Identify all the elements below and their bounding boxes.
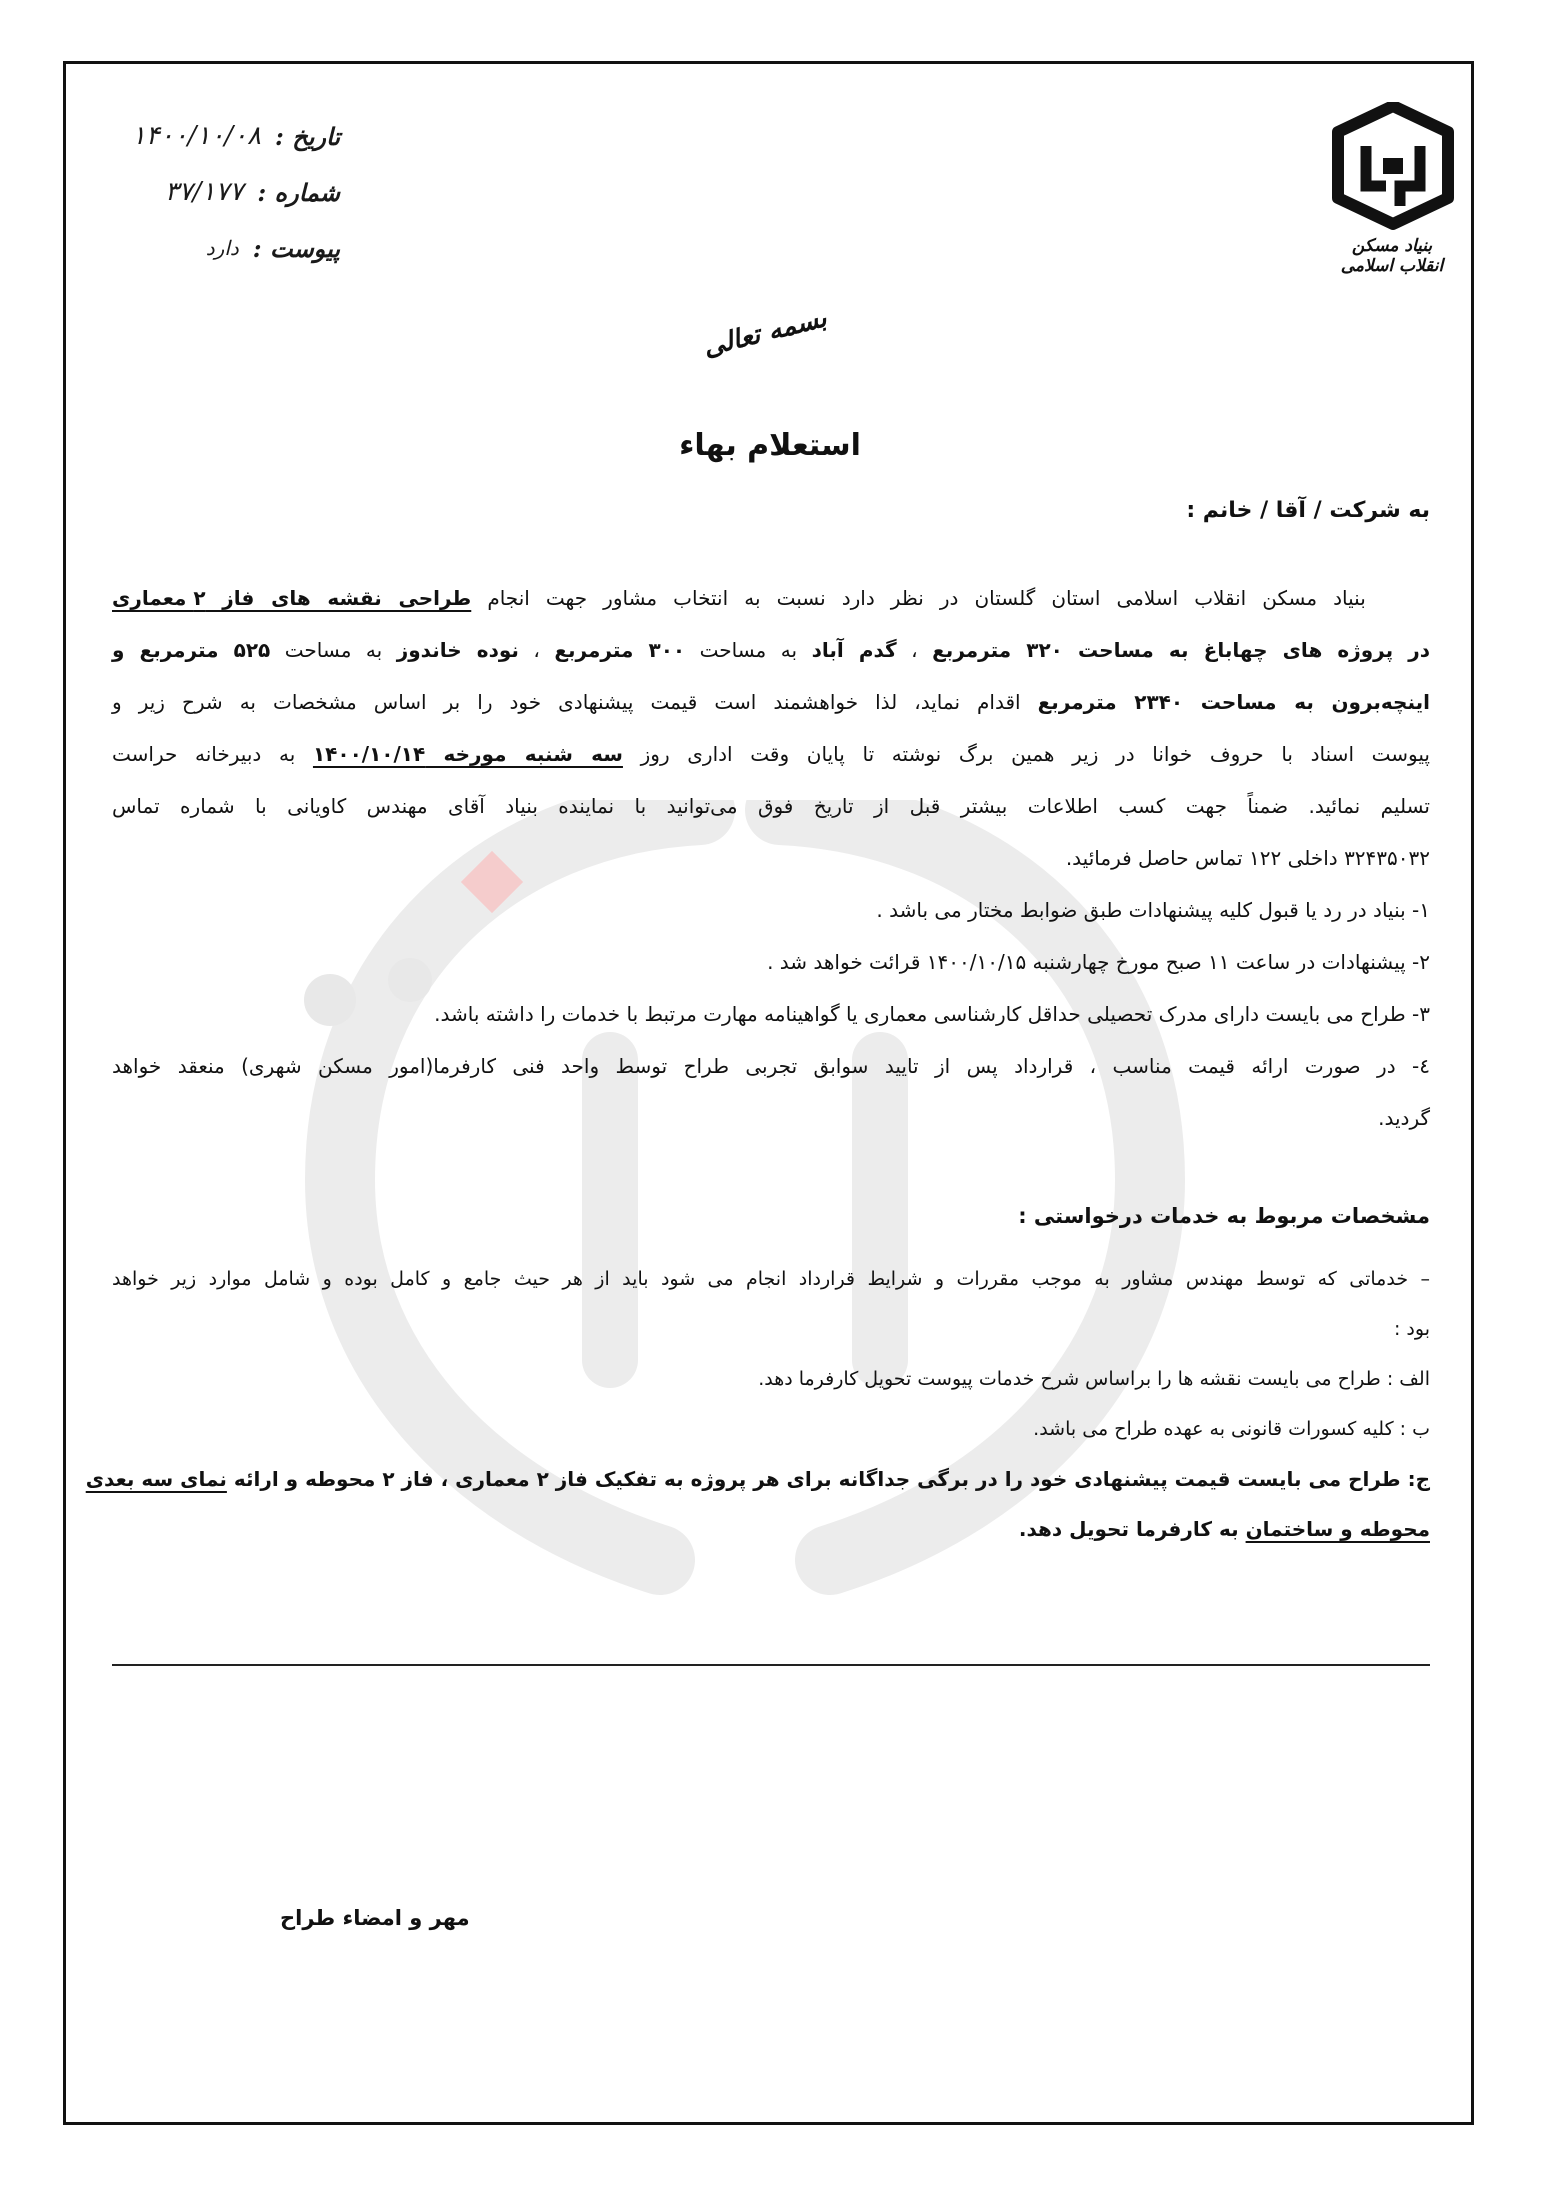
condition-3: ۳- طراح می بایست دارای مدرک تحصیلی حداقل کارشناسی معماری یا گواهینامه مهارت مرتبط با خدمات را داشته باشد.	[434, 1002, 1430, 1026]
service-item-c-line-1	[85, 1454, 1430, 1504]
intro-line-5: تسلیم نمائید. ضمناً جهت کسب اطلاعات بیشتر قبل از تاریخ فوق می‌توانید با نماینده بنیاد آقای مهندس کاویانی با شماره تماس	[112, 794, 1430, 818]
intro-text: پیوست اسناد با حروف خوانا در زیر همین برگ نوشته تا پایان وقت اداری روز	[622, 742, 1430, 766]
logo-text: بنیاد مسکن انقلاب اسلامی	[1340, 236, 1444, 276]
service-item-c-text: به کارفرما تحویل دهد.	[1018, 1517, 1246, 1541]
attachment-label: پیوست :	[252, 233, 340, 263]
area-nodeh: ۵۲۵ مترمربع و	[112, 638, 271, 662]
intro-line-4	[112, 728, 1430, 780]
project-gondabad: گدم آباد	[811, 638, 897, 662]
project-incheh: اینچه‌برون به مساحت ۲۳۴۰ مترمربع	[1037, 690, 1430, 714]
signature-label: مهر و امضاء طراح	[280, 1906, 470, 1930]
intro-text: اقدام نماید، لذا خواهشمند است قیمت پیشنهادی خود را بر اساس مشخصات به شرح زیر و	[112, 690, 1038, 714]
intro-line-1	[112, 572, 1430, 624]
project-nodeh: نوده خاندوز	[396, 638, 519, 662]
intro-line-6: ۳۲۴۳۵۰۳۲ داخلی ۱۲۲ تماس حاصل فرمائید.	[1065, 846, 1430, 870]
deadline-date: سه شنبه مورخه ۱۴۰۰/۱۰/۱۴	[312, 742, 623, 766]
bismillah: بسمه تعالی	[700, 303, 830, 363]
project-chahabagh: در پروژه های چهاباغ به مساحت ۳۲۰ مترمربع	[932, 638, 1431, 662]
condition-2: ۲- پیشنهادات در ساعت ۱۱ صبح مورخ چهارشنبه ۱۴۰۰/۱۰/۱۵ قرائت خواهد شد .	[767, 950, 1430, 974]
service-item-c-line-2	[112, 1504, 1430, 1554]
page-title: استعلام بهاء	[679, 428, 861, 463]
divider	[112, 1664, 1430, 1666]
number-value: ۳۷/۱۷۷	[164, 177, 244, 207]
services-title: مشخصات مربوط به خدمات درخواستی :	[1018, 1204, 1430, 1228]
intro-line-3	[112, 676, 1430, 728]
intro-text: بنیاد مسکن انقلاب اسلامی استان گلستان در نظر دارد نسبت به انتخاب مشاور جهت انجام	[471, 586, 1366, 610]
date-label: تاریخ :	[275, 121, 340, 151]
intro-text: به دبیرخانه حراست	[112, 742, 313, 766]
intro-line-2	[112, 624, 1430, 676]
number-row	[120, 164, 340, 220]
attachment-value: دارد	[205, 236, 239, 260]
services-section	[85, 1254, 1430, 1554]
area-gondabad: ۳۰۰ مترمربع	[554, 638, 686, 662]
date-row	[120, 108, 340, 164]
condition-4-cont: گردید.	[1378, 1106, 1430, 1130]
separator: ،	[896, 638, 933, 662]
number-label: شماره :	[257, 177, 340, 207]
services-intro-line-2: بود :	[1393, 1318, 1430, 1340]
area-text: به مساحت	[270, 638, 397, 662]
project-subject: طراحی نقشه های فاز ۲ معماری	[112, 586, 472, 610]
site-and-building: محوطه و ساختمان	[1245, 1517, 1430, 1541]
date-value: ۱۴۰۰/۱۰/۰۸	[131, 121, 262, 151]
condition-4: ٤- در صورت ارائه قیمت مناسب ، قرارداد پس از تایید سوابق تجربی طراح توسط واحد فنی کارفرما(امور مسکن شهری) منعقد خواهد	[112, 1054, 1430, 1078]
document-meta	[120, 108, 340, 276]
service-item-b: ب : کلیه کسورات قانونی به عهده طراح می باشد.	[1033, 1418, 1430, 1440]
three-d-view: نمای سه بعدی	[85, 1467, 227, 1491]
condition-1: ۱- بنیاد در رد یا قبول کلیه پیشنهادات طبق ضوابط مختار می باشد .	[876, 898, 1430, 922]
service-item-a: الف : طراح می بایست نقشه ها را براساس شرح خدمات پیوست تحویل کارفرما دهد.	[758, 1368, 1430, 1390]
area-text: به مساحت	[685, 638, 812, 662]
attachment-row	[120, 220, 340, 276]
separator: ،	[518, 638, 555, 662]
services-intro-line-1: – خدماتی که توسط مهندس مشاور به موجب مقررات و شرایط قرارداد انجام می شود باید از هر حیث جامع و کامل بوده و شامل موارد زیر خواهد	[112, 1268, 1430, 1290]
addressee-line: به شرکت / آقا / خانم :	[1186, 498, 1430, 523]
letter-body	[112, 572, 1430, 1144]
service-item-c-text: ج: طراح می بایست قیمت پیشنهادی خود را در برگی جداگانه برای هر پروژه به تفکیک فاز ۲ معماری ، فاز ۲ محوطه و ارائه	[226, 1467, 1430, 1491]
